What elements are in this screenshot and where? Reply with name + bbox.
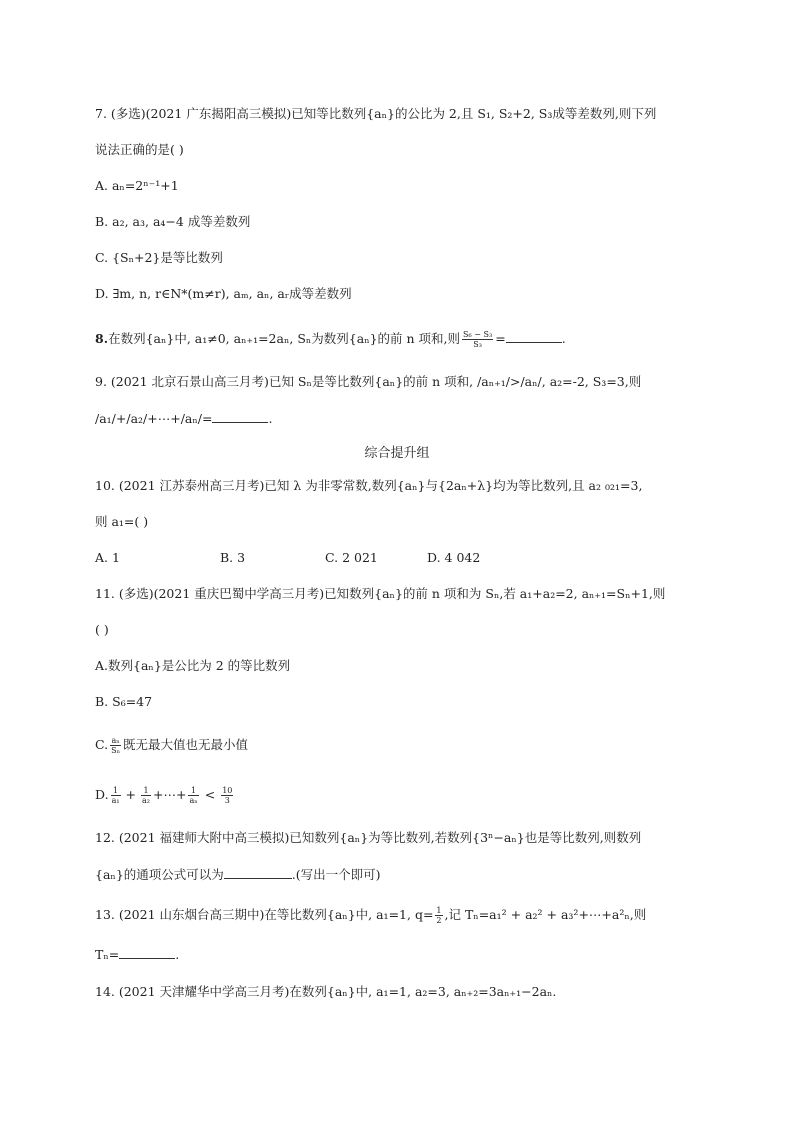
q11-d-frac4 bbox=[221, 786, 233, 805]
q7-option-a: A. aₙ=2ⁿ⁻¹+1 bbox=[95, 178, 179, 193]
q10-line1: 10. (2021 江苏泰州高三月考)已知 λ 为非零常数,数列{aₙ}与{2aₙ+λ}均为等比数列,且 a₂ ₀₂₁=3, bbox=[95, 478, 643, 493]
q11-d-d4: 3 bbox=[224, 796, 230, 805]
q11-d-lt: < bbox=[204, 787, 216, 802]
q9-expression: /a₁/+/a₂/+⋯+/aₙ/= bbox=[95, 411, 213, 426]
q11-d-n4: 10 bbox=[222, 786, 233, 795]
q8-text: 在数列{aₙ}中, a₁≠0, aₙ₊₁=2aₙ, Sₙ为数列{aₙ}的前 n 项和,则 bbox=[108, 331, 461, 346]
q11-c-den: Sₙ bbox=[111, 746, 121, 755]
q10-option-b: B. 3 bbox=[220, 550, 246, 565]
q8-fraction bbox=[462, 330, 493, 349]
q11-d-n3: 1 bbox=[188, 786, 198, 796]
q12-line2-post: .(写出一个即可) bbox=[291, 867, 381, 882]
q10-option-c: C. 2 021 bbox=[325, 550, 378, 565]
q12-line2-pre: {aₙ}的通项公式可以为 bbox=[95, 867, 224, 882]
q9-end: . bbox=[268, 411, 273, 426]
q11-option-c bbox=[95, 736, 734, 755]
q11-c-num: aₙ bbox=[111, 736, 120, 745]
q11-d-prefix: D. bbox=[95, 787, 109, 802]
q10-option-d: D. 4 042 bbox=[427, 550, 481, 565]
q11-option-b: B. S₆=47 bbox=[95, 694, 153, 709]
q7-option-c: C. {Sₙ+2}是等比数列 bbox=[95, 250, 223, 265]
q8-line bbox=[95, 330, 734, 349]
q11-option-a: A.数列{aₙ}是公比为 2 的等比数列 bbox=[95, 658, 291, 673]
q8-answer-blank[interactable] bbox=[506, 330, 562, 343]
q7-option-d: D. ∃m, n, r∈N*(m≠r), aₘ, aₙ, aᵣ成等差数列 bbox=[95, 286, 352, 301]
q8-end: . bbox=[561, 331, 566, 346]
q11-d-plus: + bbox=[125, 787, 137, 802]
q13-end: . bbox=[175, 947, 180, 962]
q9-line1: 9. (2021 北京石景山高三月考)已知 Sₙ是等比数列{aₙ}的前 n 项和, /aₙ₊₁/>/aₙ/, a₂=-2, S₃=3,则 bbox=[95, 374, 642, 389]
q11-c-prefix: C. bbox=[95, 737, 109, 752]
q12-line1: 12. (2021 福建师大附中高三模拟)已知数列{aₙ}为等比数列,若数列{3ⁿ−aₙ}也是等比数列,则数列 bbox=[95, 830, 642, 845]
q14-line1: 14. (2021 天津耀华中学高三月考)在数列{aₙ}中, a₁=1, a₂=3, aₙ₊₂=3aₙ₊₁−2aₙ. bbox=[95, 984, 557, 999]
q10-options bbox=[95, 550, 480, 565]
q12-line2 bbox=[95, 866, 734, 883]
q9-line2 bbox=[95, 410, 734, 427]
q7-line2: 说法正确的是( ) bbox=[95, 142, 184, 157]
q11-d-frac2 bbox=[141, 786, 151, 805]
q11-c-text: 既无最大值也无最小值 bbox=[123, 737, 249, 752]
q10-option-a: A. 1 bbox=[95, 550, 120, 565]
q11-d-d1: a₁ bbox=[111, 796, 120, 805]
q12-answer-blank[interactable] bbox=[224, 866, 292, 879]
q10-line2: 则 a₁=( ) bbox=[95, 514, 149, 529]
q13-q-num: 1 bbox=[436, 906, 442, 915]
q13-q-den: 2 bbox=[436, 916, 442, 925]
q11-d-frac3 bbox=[188, 786, 198, 805]
q7-line1: 7. (多选)(2021 广东揭阳高三模拟)已知等比数列{aₙ}的公比为 2,且 S₁, S₂+2, S₃成等差数列,则下列 bbox=[95, 106, 657, 121]
q11-d-frac1 bbox=[111, 786, 121, 805]
q8-frac-num: S₆ − S₃ bbox=[463, 330, 493, 339]
q9-answer-blank[interactable] bbox=[212, 410, 268, 423]
q11-d-d3: aₙ bbox=[189, 796, 198, 805]
q11-line2: ( ) bbox=[95, 622, 109, 637]
q8-number: 8. bbox=[95, 331, 109, 346]
q13-tn: Tₙ= bbox=[95, 947, 120, 962]
q7-option-b: B. a₂, a₃, a₄−4 成等差数列 bbox=[95, 214, 251, 229]
q11-d-n1: 1 bbox=[111, 786, 121, 796]
section-title: 综合提升组 bbox=[364, 446, 430, 461]
q13-line1 bbox=[95, 906, 734, 925]
q13-pre: 13. (2021 山东烟台高三期中)在等比数列{aₙ}中, a₁=1, q= bbox=[95, 907, 434, 922]
q11-d-d2: a₂ bbox=[142, 796, 151, 805]
q11-option-d bbox=[95, 786, 734, 805]
q11-d-dots: +⋯+ bbox=[153, 787, 187, 802]
q13-post: ,记 Tₙ=a₁² + a₂² + a₃²+⋯+a²ₙ,则 bbox=[444, 907, 647, 922]
q13-q-fraction bbox=[435, 906, 442, 925]
q11-line1: 11. (多选)(2021 重庆巴蜀中学高三月考)已知数列{aₙ}的前 n 项和为 Sₙ,若 a₁+a₂=2, aₙ₊₁=Sₙ+1,则 bbox=[95, 586, 666, 601]
q11-c-fraction bbox=[110, 736, 121, 755]
q11-d-n2: 1 bbox=[141, 786, 151, 796]
q13-line2 bbox=[95, 946, 734, 963]
q13-answer-blank[interactable] bbox=[119, 946, 175, 959]
q8-equals: = bbox=[495, 331, 506, 346]
q8-frac-den: S₃ bbox=[473, 340, 482, 349]
